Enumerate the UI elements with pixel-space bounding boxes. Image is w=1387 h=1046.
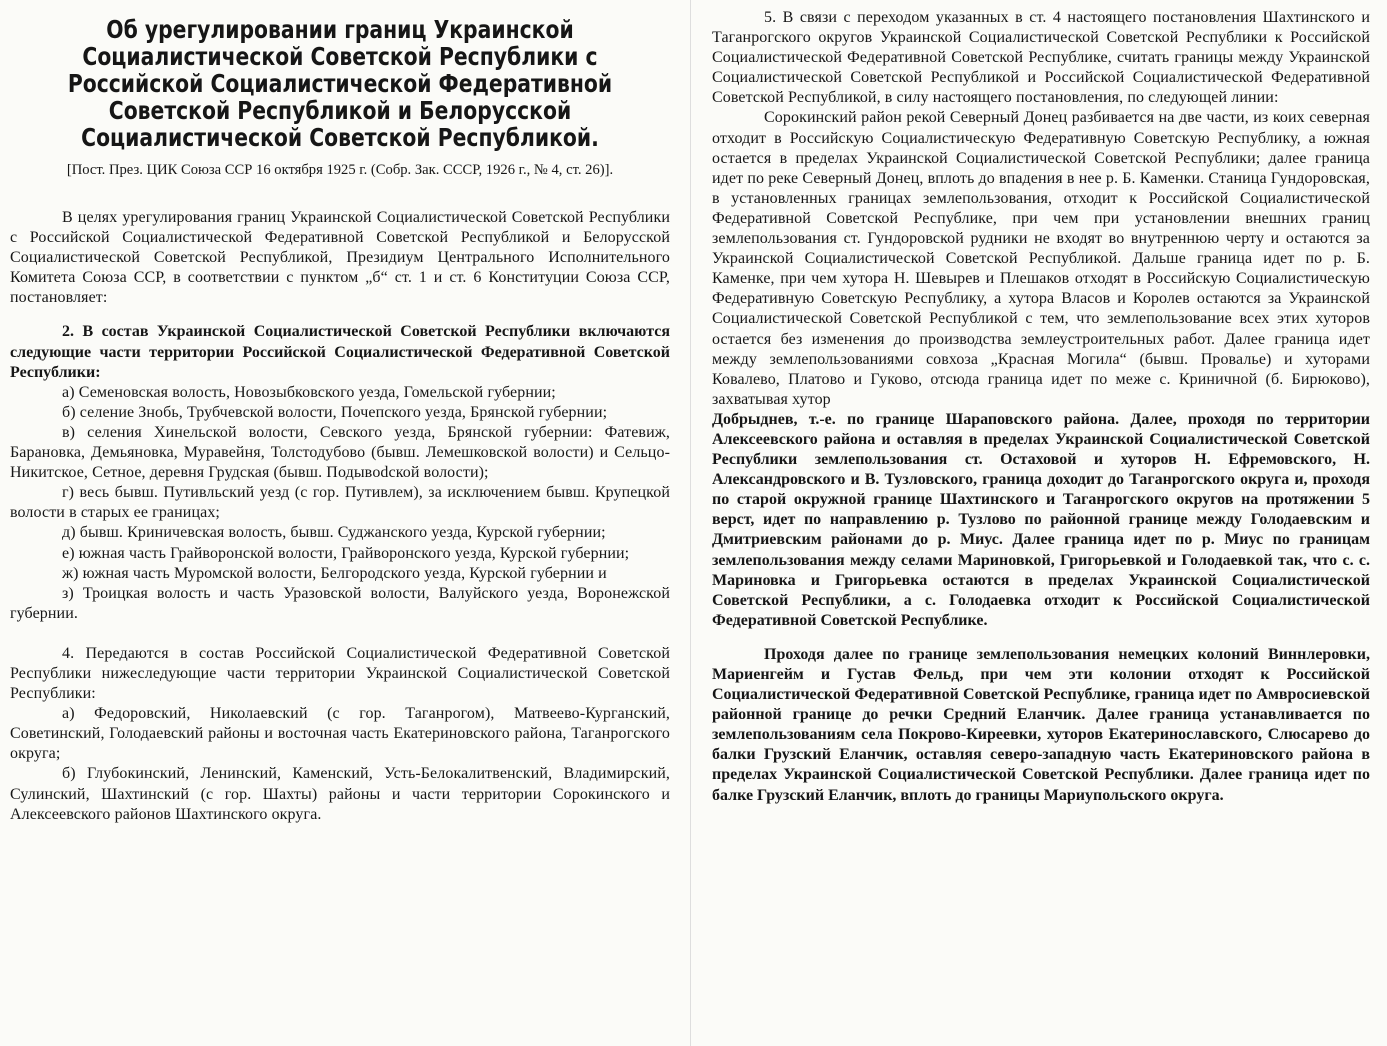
list-item: е) южная часть Грайворонской волости, Грайворонского уезда, Курской губернии; [62,544,630,562]
document-title: Об урегулировании границ Украинской Социалистической Советской Республики с Российской Социалистической Федеративной Советской Республикой и Белорусской Социалистической Советской Республикой. [67,15,613,152]
column-divider [690,0,691,1046]
list-item: ж) южная часть Муромской волости, Белгородского уезда, Курской губернии и [62,564,607,582]
article-4-lead: 4. Передаются в состав Российской Социалистической Федеративной Советской Республики нижеследующие части территории Украинской Социалистической Советской Республики: [10,644,670,703]
intro-paragraph: В целях урегулирования границ Украинской Социалистической Советской Республики с Российской Социалистической Федеративной Советской Республикой и Белорусской Социалистической Советской Республикой, Президиум Центрального Исполнительного Комитета Союза ССР, в соответствии с пунктом „б“ ст. 1 и ст. 6 Конституции Союза ССР, постановляет: [10,209,670,307]
article-5-paragraph: Сорокинский район рекой Северный Донец разбивается на две части, из коих северная отходит в Российскую Социалистическую Федеративную Советскую Республику, а южная остается в пределах Украинской Социалистической Советской Республики; далее граница идет по реке Северный Донец, вплоть до впадения в нее р. Б. Каменки. Станица Гундоровская, в установленных границах землепользования, отходит к Российской Социалистической Федеративной Советской Республике, при чем при установлении внешних границ землепользования ст. Гундоровской рудники не входят во внутреннюю черту и остаются за Украинской Социалистической Советской Республикой. Дальше граница идет по р. Б. Каменке, при чем хутора Н. Шевырев и Плешаков отходят в Российскую Социалистическую Федеративную Советскую Республику, а хутора Власов и Королев остаются за Украинской Социалистической Советской Республикой с тем, что землепользование всех этих хуторов остается без изменения до производства землеустроительных работ. Далее граница идет между землепользованиями совхоза „Красная Могила“ (бывш. Провалье) и хуторами Ковалево, Платово и Гуково, отсюда граница идет по меже с. Криничной (б. Бирюково), захватывая хутор [712,109,1370,408]
list-item: б) селение Знобь, Трубчевской волости, Почепского уезда, Брянской губернии; [62,403,608,421]
list-item: з) Троицкая волость и часть Уразовской волости, Валуйского уезда, Воронежской губернии. [10,584,670,622]
source-citation: [Пост. През. ЦИК Союза ССР 16 октября 1925 г. (Собр. Зак. СССР, 1926 г., № 4, ст. 26)]. [66,162,614,178]
list-item: д) бывш. Криничевская волость, бывш. Суджанского уезда, Курской губернии; [62,524,606,542]
article-4 [10,644,670,825]
article-5-lead: 5. В связи с переходом указанных в ст. 4 настоящего постановления Шахтинского и Таганрогского округов Украинской Социалистической Советской Республики к Российской Социалистической Федеративной Советской Республике, считать границы между Украинской Социалистической Советской Республикой и Российской Социалистической Федеративной Советской Республикой, в силу настоящего постановления, по следующей линии: [712,9,1370,107]
article-5-final-paragraph: Проходя далее по границе землепользования немецких колоний Виннлеровки, Мариенгейм и Густав Фельд, при чем эти колонии отходят к Российской Социалистической Федеративной Советской Республике, граница идет по Амвросиевской районной границе до речки Средний Еланчик. Далее граница устанавливается по землепользованиям села Покрово-Киреевки, хуторов Екатеринославского, Слюсарево до балки Грузский Еланчик, оставляя северо-западную часть Екатериновского района в пределах Украинской Социалистической Советской Республики. Далее граница идет по балке Грузский Еланчик, вплоть до границы Мариупольского округа. [712,645,1370,804]
list-item: в) селения Хинельской волости, Севского уезда, Брянской губернии: Фатевиж, Барановка, Демьяновка, Муравейня, Толстодубово (бывш. Лемешковской волости) и Сельцо-Никитское, Сетное, деревня Грудская (бывш. Подывodской волости); [10,423,670,482]
article-2 [10,322,670,623]
article-5-bold-paragraph: Добрыднев, т.-е. по границе Шараповского района. Далее, проходя по территории Алексеевского района и оставляя в пределах Украинской Социалистической Советской Республики землепользования ст. Остаховой и хуторов Н. Ефремовского, Н. Александровского и В. Тузловского, граница доходит до Таганрогского округа и, проходя по старой окружной границе Шахтинского и Таганрогского округов на протяжении 5 верст, идет по направлению р. Тузлово по районной границе между Голодаевским и Дмитриевским районами до р. Миус. Далее граница идет по р. Миус по границам землепользования между селами Мариновкой, Григорьевкой и Голодаевкой так, что с. с. Мариновка и Григорьевка остаются в пределах Украинской Социалистической Советской Республики, а с. Голодаевка отходит к Российской Социалистической Федеративной Советской Республике. [712,410,1370,629]
article-5 [712,8,1370,806]
left-column [10,8,670,825]
article-2-lead: 2. В состав Украинской Социалистической Советской Республики включаются следующие части территории Российской Социалистической Федеративной Советской Республики: [10,323,670,381]
right-column [712,8,1370,806]
list-item: г) весь бывш. Путивльский уезд (с гор. Путивлем), за исключением бывш. Крупецкой волости в старых ее границах; [10,484,670,522]
list-item: а) Семеновская волость, Новозыбковского уезда, Гомельской губернии; [62,383,556,401]
list-item: а) Федоровский, Николаевский (с гор. Таганрогом), Матвеево-Курганский, Советинский, Голодаевский районы и восточная часть Екатериновского района, Таганрогского округа; [10,705,670,763]
list-item: б) Глубокинский, Ленинский, Каменский, Усть-Белокалитвенский, Владимирский, Сулинский, Шахтинский (с гор. Шахты) районы и части территории Сорокинского и Алексеевского районов Шахтинского округа. [10,765,670,823]
